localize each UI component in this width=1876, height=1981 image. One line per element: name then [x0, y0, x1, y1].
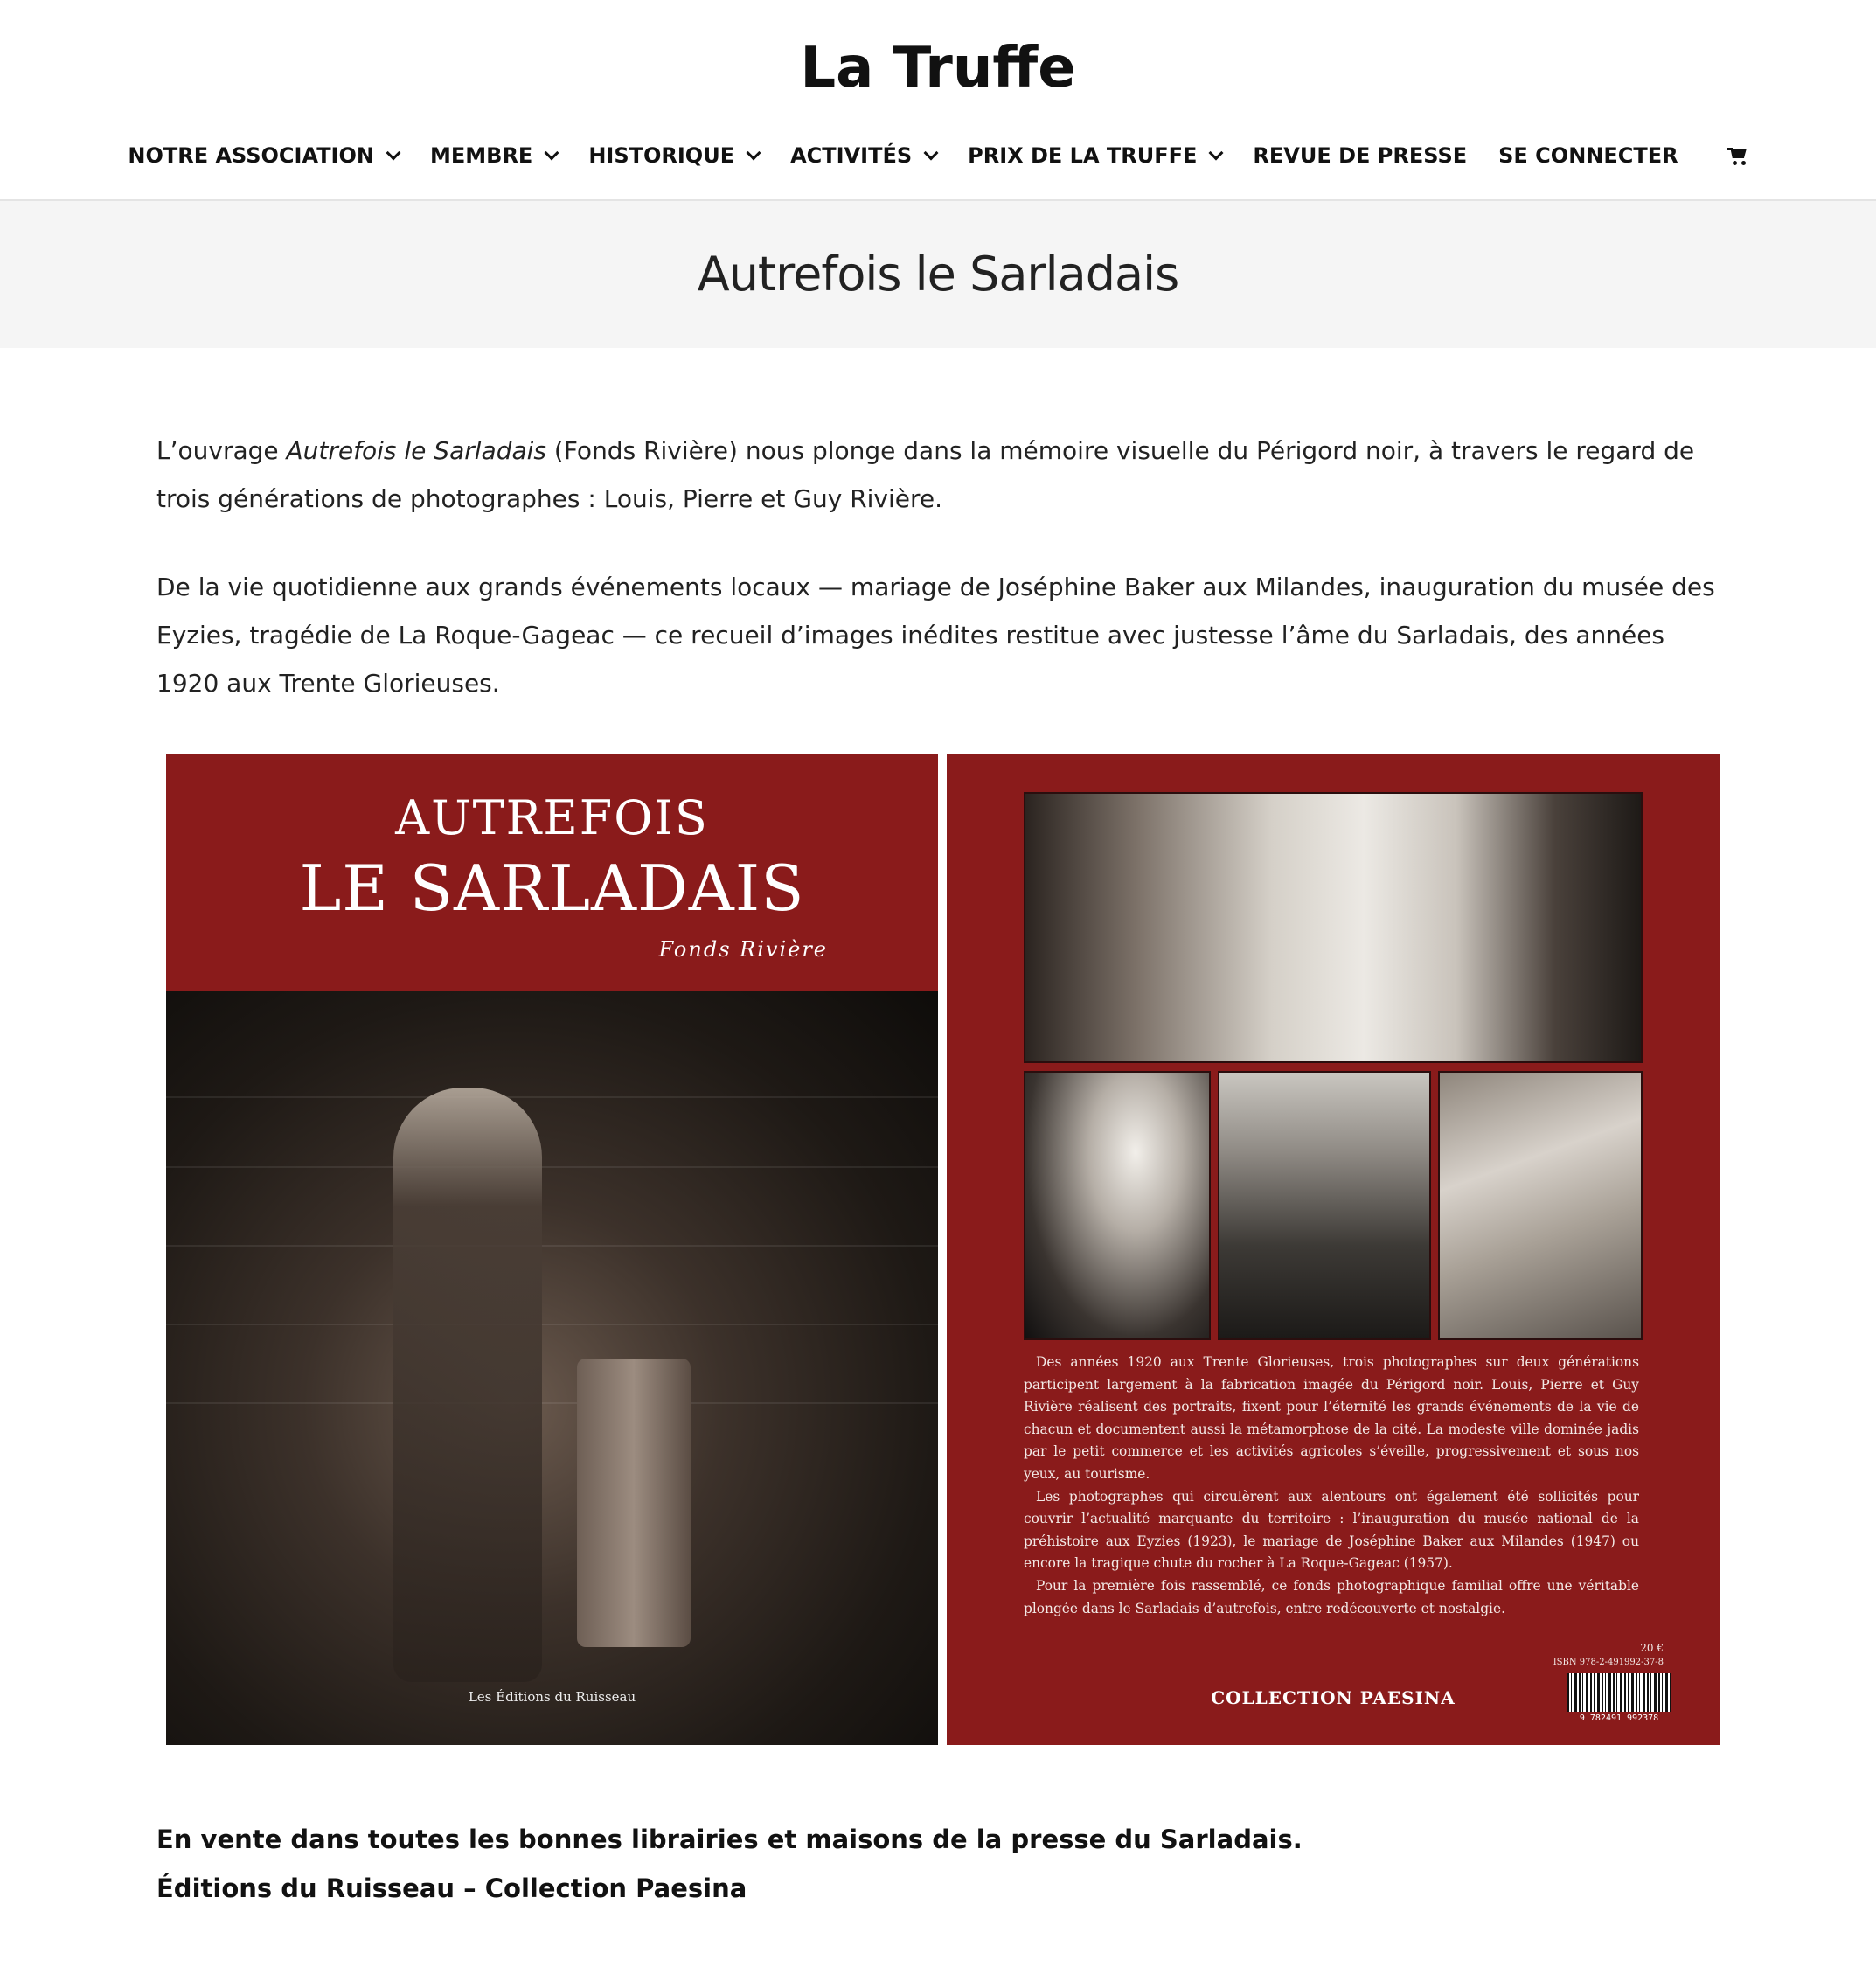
nav-label: SE CONNECTER — [1498, 143, 1678, 168]
cover-title-line1: AUTREFOIS — [395, 790, 709, 845]
back-text-p1: Des années 1920 aux Trente Glorieuses, trois photographes sur deux générations participent largement à la fabrication imagée du Périgord noir. Louis, Pierre et Guy Rivière réalisent des portraits, fixent pour l’éternité les grands événements de la vie de chacun et documentent aussi la métamorphose de la cité. La modeste ville dominée jadis par le petit commerce et les activités agricoles s’éveille, progressivement et sous nos yeux, au tourisme. — [1024, 1354, 1639, 1482]
nav-label: MEMBRE — [429, 143, 533, 168]
nav-label: REVUE DE PRESSE — [1253, 143, 1468, 168]
nav-label: PRIX DE LA TRUFFE — [968, 143, 1198, 168]
back-text-p3: Pour la première fois rassemblé, ce fonds photographique familial offre une véritable plongée dans le Sarladais d’autrefois, entre redécouverte et nostalgie. — [1024, 1577, 1639, 1616]
back-cover — [947, 754, 1720, 1745]
nav-item-notre-association[interactable] — [128, 143, 399, 168]
back-photo-cliff — [1438, 1071, 1643, 1340]
front-cover — [166, 754, 938, 1745]
isbn: ISBN 978-2-491992-37-8 — [1553, 1658, 1664, 1667]
page-title-bar — [0, 201, 1876, 348]
back-photo-tobacco — [1218, 1071, 1431, 1340]
chevron-down-icon — [747, 146, 761, 161]
wood-block — [577, 1359, 691, 1647]
chevron-down-icon — [545, 146, 559, 161]
article-content — [156, 427, 1721, 747]
sales-line: En vente dans toutes les bonnes librairies et maisons de la presse du Sarladais. — [156, 1825, 1303, 1854]
back-cover-text — [1024, 1352, 1639, 1620]
chevron-down-icon — [924, 146, 939, 161]
back-photo-street — [1024, 792, 1643, 1063]
book-cover-image — [166, 754, 1720, 1745]
chevron-down-icon — [386, 146, 400, 161]
sales-info — [156, 1815, 1721, 1913]
cover-subtitle: Fonds Rivière — [658, 937, 828, 962]
nav-item-membre[interactable] — [430, 143, 557, 168]
price: 20 € — [1640, 1642, 1664, 1654]
nav-label: HISTORIQUE — [588, 143, 735, 168]
intro-text-start: L’ouvrage — [156, 436, 287, 465]
cover-photo-clog-maker — [166, 991, 938, 1745]
nav-item-se-connecter[interactable] — [1498, 143, 1678, 168]
collection-name: COLLECTION PAESINA — [1211, 1687, 1456, 1708]
publisher-logo: Les Éditions du Ruisseau — [468, 1689, 636, 1705]
barcode-number: 9 782491 992378 — [1579, 1713, 1659, 1723]
nav-item-prix-de-la-truffe[interactable] — [968, 143, 1221, 168]
site-header — [0, 0, 1876, 201]
nav-item-historique[interactable] — [588, 143, 759, 168]
page-title: Autrefois le Sarladais — [697, 247, 1179, 302]
craftsman-figure — [393, 1088, 542, 1682]
book-title-italic: Autrefois le Sarladais — [286, 436, 546, 465]
shopping-cart-icon[interactable] — [1727, 146, 1748, 165]
description-paragraph: De la vie quotidienne aux grands événements locaux — mariage de Joséphine Baker aux Milandes, inauguration du musée des Eyzies, tragédie de La Roque-Gageac — ce recueil d’images inédites restitue avec justesse l’âme du Sarladais, des années 1920 aux Trente Glorieuses. — [156, 573, 1715, 698]
publisher-line: Éditions du Ruisseau – Collection Paesina — [156, 1873, 747, 1903]
chevron-down-icon — [1209, 146, 1224, 161]
nav-item-activites[interactable] — [790, 143, 936, 168]
nav-item-revue-de-presse[interactable] — [1253, 143, 1467, 168]
main-nav — [0, 143, 1876, 168]
intro-paragraph — [156, 427, 1721, 523]
back-text-p2: Les photographes qui circulèrent aux alentours ont également été sollicités pour couvrir l’actualité marquante du territoire : l’inauguration du musée national de la préhistoire aux Eyzies (1923), le mariage de Joséphine Baker aux Milandes (1947) ou encore la tragique chute du rocher à La Roque-Gageac (1957). — [1024, 1488, 1639, 1572]
intro-text-end: (Fonds Rivière) nous plonge dans la mémoire visuelle du Périgord noir, à travers le regard de trois générations de photographes : Louis, Pierre et Guy Rivière. — [156, 436, 1695, 513]
front-cover-header — [166, 754, 938, 991]
nav-label: ACTIVITÉS — [790, 143, 913, 168]
back-photo-portrait — [1024, 1071, 1211, 1340]
nav-label: NOTRE ASSOCIATION — [128, 143, 374, 168]
cover-title-line2: LE SARLADAIS — [299, 851, 805, 925]
site-title[interactable]: La Truffe — [800, 36, 1076, 101]
